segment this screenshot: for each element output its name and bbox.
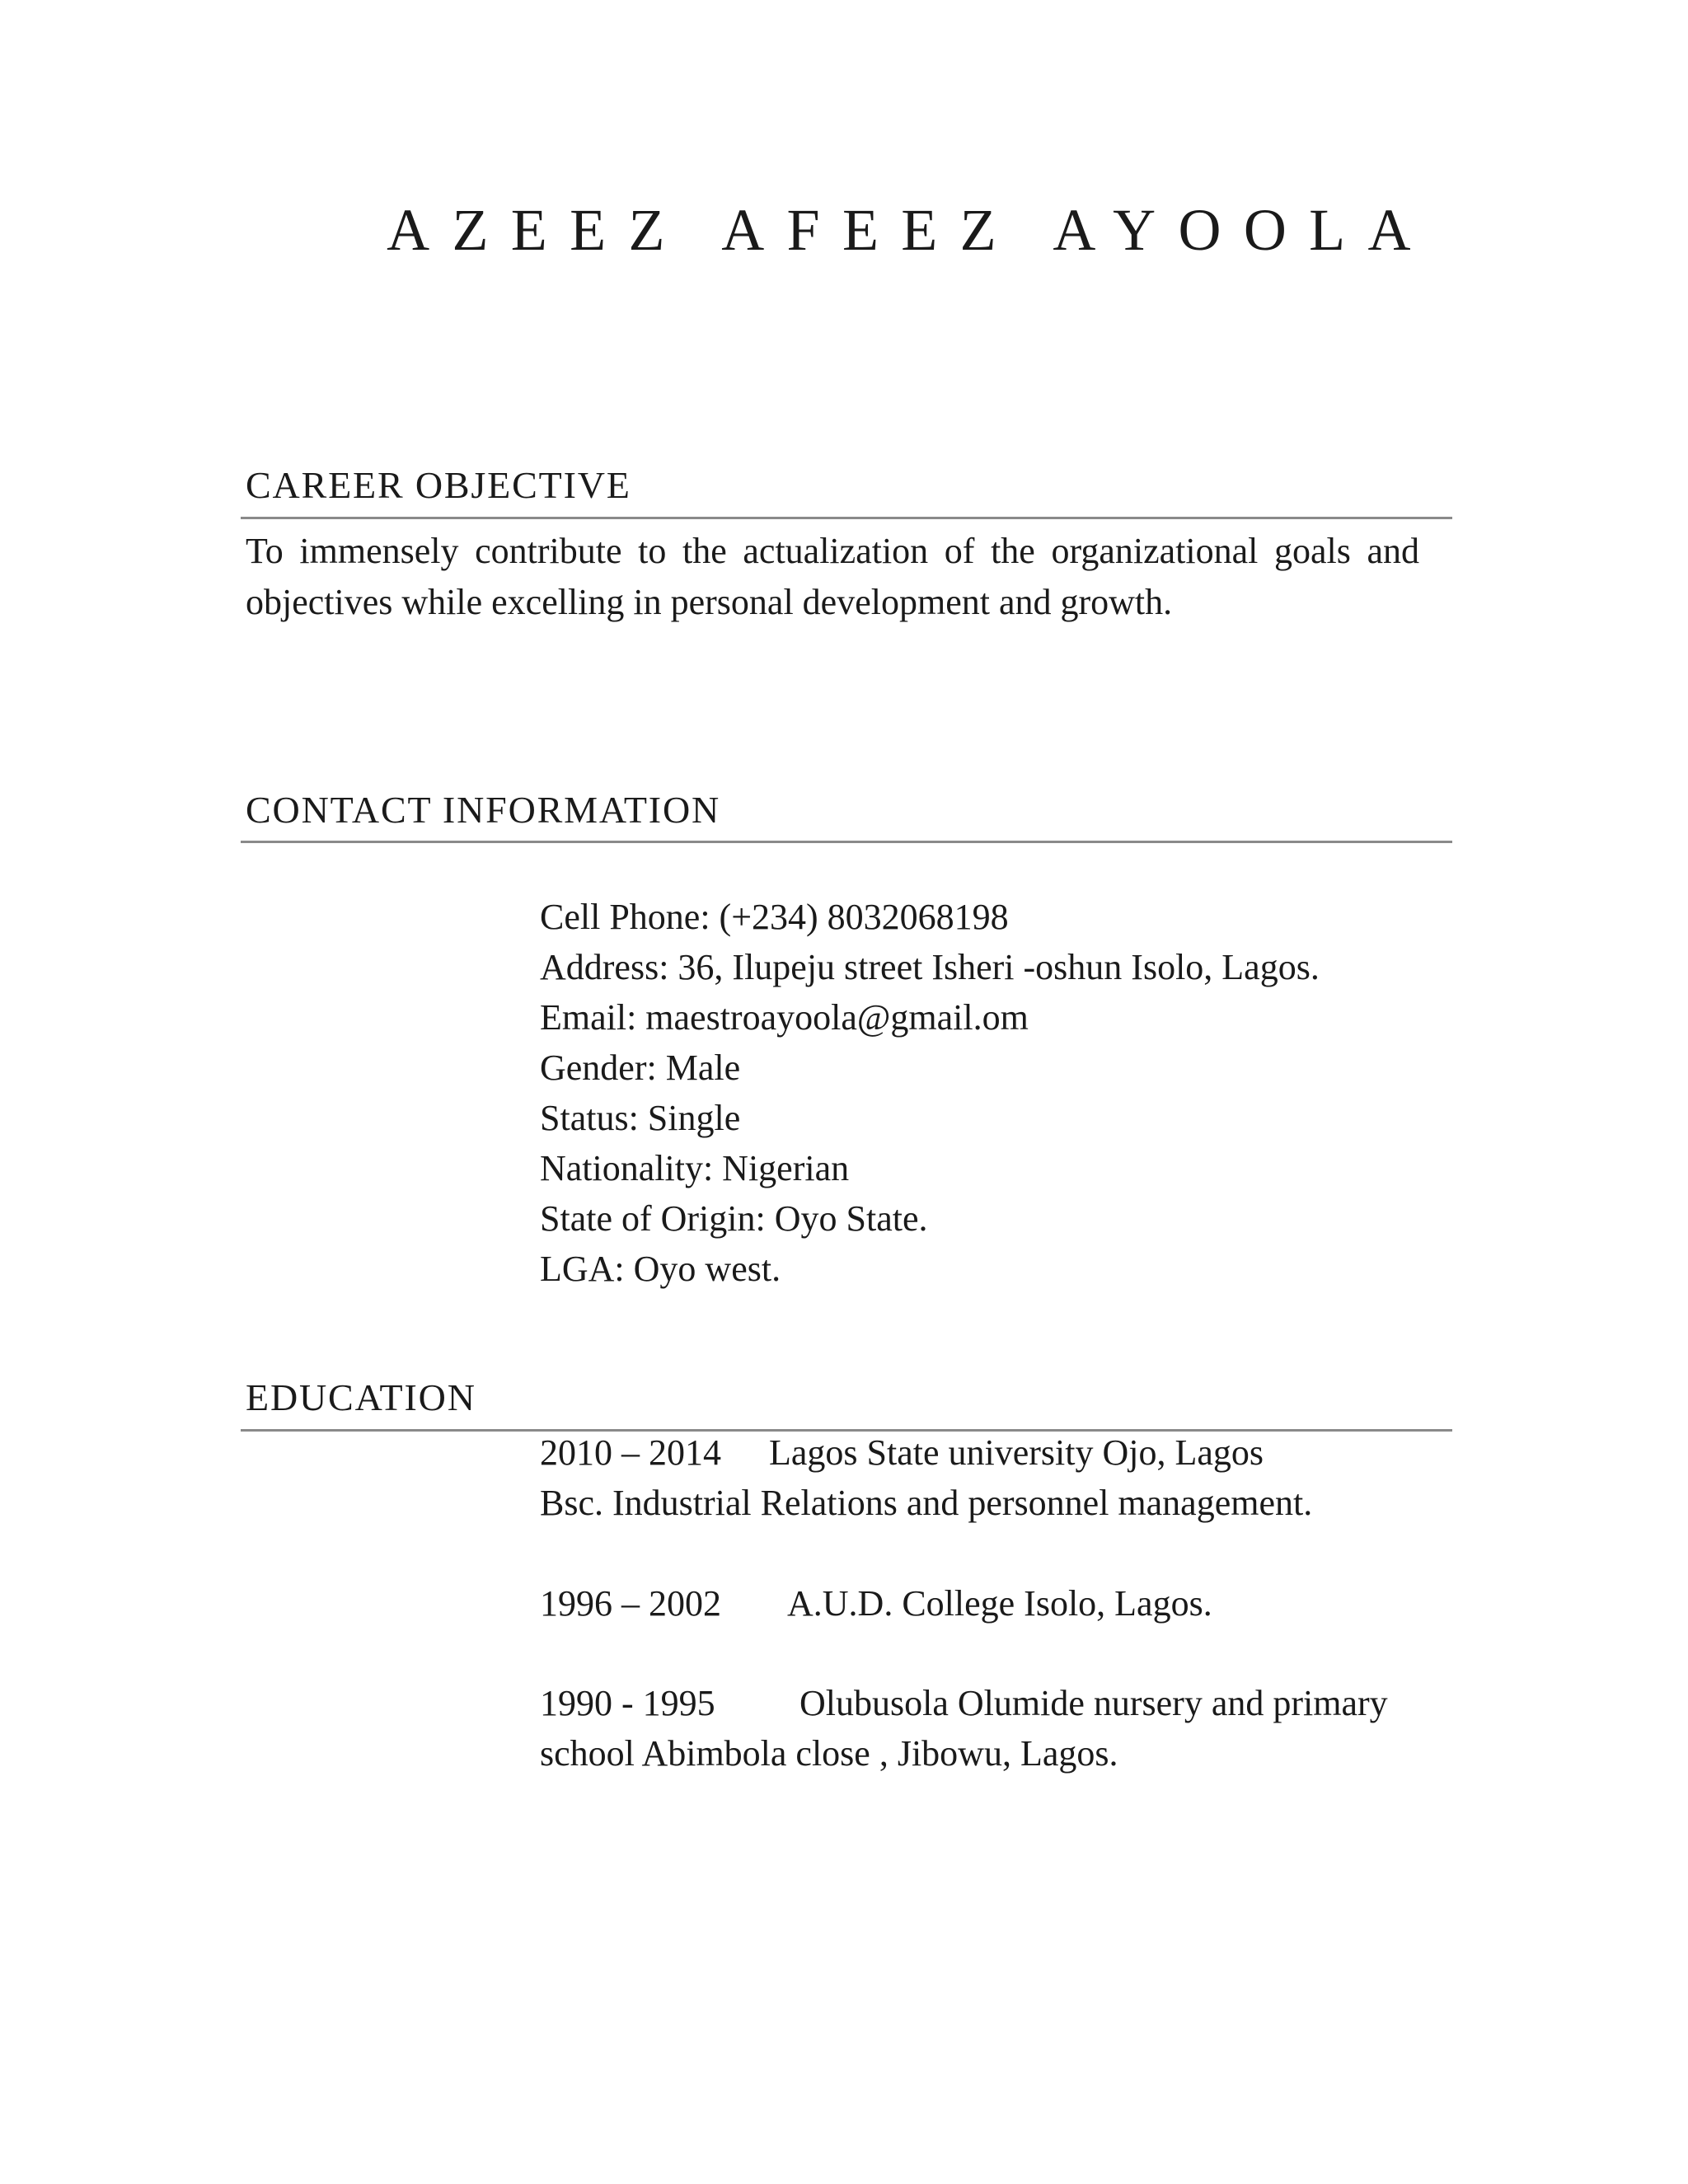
education-detail: Bsc. Industrial Relations and personnel management. <box>540 1483 1313 1523</box>
contact-cell-phone: Cell Phone: (+234) 8032068198 <box>540 897 1009 937</box>
contact-gender: Gender: Male <box>540 1047 741 1088</box>
education-entry <box>540 1678 1388 1779</box>
education-entry-heading <box>540 1427 1312 1478</box>
education-detail: school Abimbola close , Jibowu, Lagos. <box>540 1733 1118 1774</box>
contact-address: Address: 36, Ilupeju street Isheri -oshun Isolo, Lagos. <box>540 947 1320 987</box>
education-entry <box>540 1578 1212 1629</box>
education-institution: A.U.D. College Isolo, Lagos. <box>787 1583 1212 1624</box>
education-years: 1996 – 2002 <box>540 1583 721 1624</box>
education-entry <box>540 1427 1312 1528</box>
contact-status: Status: Single <box>540 1098 741 1138</box>
education-years: 1990 - 1995 <box>540 1683 715 1723</box>
career-objective-line-1: To immensely contribute to the actualization of the organizational goals and <box>246 531 1419 571</box>
career-objective-line-2: objectives while excelling in personal development and growth. <box>246 582 1173 622</box>
education-institution: Olubusola Olumide nursery and primary <box>799 1683 1388 1723</box>
contact-nationality: Nationality: Nigerian <box>540 1148 850 1188</box>
career-objective-divider <box>241 517 1452 519</box>
education-years: 2010 – 2014 <box>540 1432 721 1473</box>
contact-details-list <box>540 892 1320 1294</box>
contact-lga: LGA: Oyo west. <box>540 1249 781 1289</box>
contact-information-divider <box>241 841 1452 843</box>
education-institution: Lagos State university Ojo, Lagos <box>769 1432 1264 1473</box>
contact-information-heading: CONTACT INFORMATION <box>246 789 721 831</box>
contact-email: Email: maestroayoola@gmail.om <box>540 997 1029 1038</box>
education-heading: EDUCATION <box>246 1376 476 1418</box>
contact-state-of-origin: State of Origin: Oyo State. <box>540 1198 928 1239</box>
education-entry-heading <box>540 1578 1212 1629</box>
education-entry-heading <box>540 1678 1388 1728</box>
career-objective-text <box>246 526 1419 628</box>
career-objective-heading: CAREER OBJECTIVE <box>246 464 631 506</box>
candidate-name: AZEEZ AFEEZ AYOOLA <box>387 197 1433 263</box>
